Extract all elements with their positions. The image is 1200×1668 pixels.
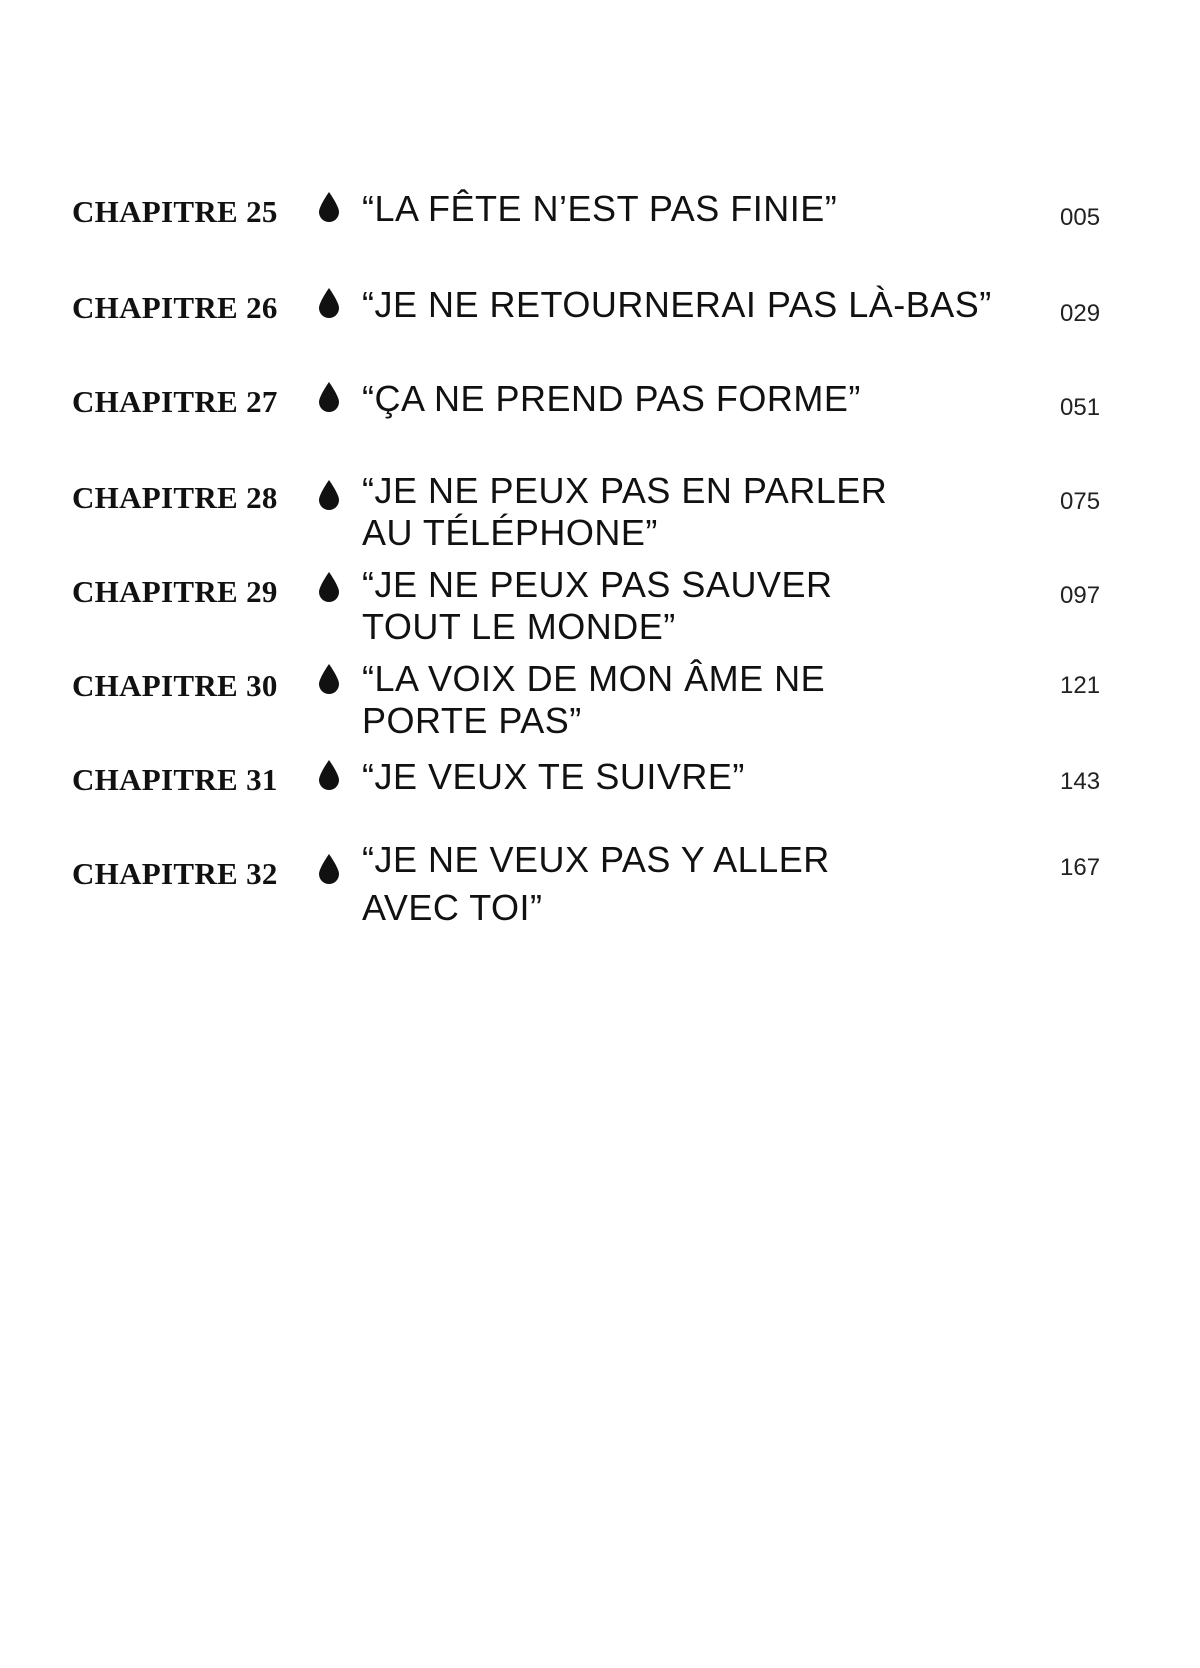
drop-icon bbox=[318, 480, 340, 510]
chapter-label: CHAPITRE 29 bbox=[72, 574, 278, 609]
chapter-label: CHAPITRE 26 bbox=[72, 290, 278, 325]
drop-icon bbox=[318, 288, 340, 318]
chapter-title: “JE NE PEUX PAS SAUVER TOUT LE MONDE” bbox=[362, 564, 833, 647]
chapter-label: CHAPITRE 28 bbox=[72, 480, 278, 515]
drop-icon bbox=[318, 664, 340, 694]
chapter-label: CHAPITRE 25 bbox=[72, 194, 278, 229]
page-number: 143 bbox=[1060, 768, 1101, 795]
drop-icon bbox=[318, 854, 340, 884]
chapter-title: “JE NE PEUX PAS EN PARLER AU TÉLÉPHONE” bbox=[362, 470, 888, 553]
chapter-label: CHAPITRE 32 bbox=[72, 856, 278, 891]
chapter-title: “JE VEUX TE SUIVRE” bbox=[362, 756, 745, 797]
page-number: 029 bbox=[1060, 300, 1101, 327]
chapter-title: “LA FÊTE N’EST PAS FINIE” bbox=[362, 188, 838, 229]
drop-icon bbox=[318, 572, 340, 602]
drop-icon bbox=[318, 192, 340, 222]
page-number: 121 bbox=[1060, 672, 1101, 699]
drop-icon bbox=[318, 382, 340, 412]
chapter-label: CHAPITRE 30 bbox=[72, 668, 278, 703]
drop-icon bbox=[318, 760, 340, 790]
chapter-title: “JE NE VEUX PAS Y ALLER AVEC TOI” bbox=[362, 839, 830, 928]
page-number: 167 bbox=[1060, 854, 1101, 881]
chapter-title: “LA VOIX DE MON ÂME NE PORTE PAS” bbox=[362, 658, 826, 741]
page-number: 051 bbox=[1060, 394, 1101, 421]
chapter-label: CHAPITRE 27 bbox=[72, 384, 278, 419]
page-number: 097 bbox=[1060, 582, 1101, 609]
chapter-title: “JE NE RETOURNERAI PAS LÀ-BAS” bbox=[362, 284, 992, 325]
page-number: 005 bbox=[1060, 204, 1101, 231]
chapter-label: CHAPITRE 31 bbox=[72, 762, 278, 797]
chapter-title: “ÇA NE PREND PAS FORME” bbox=[362, 378, 861, 419]
page-number: 075 bbox=[1060, 488, 1101, 515]
